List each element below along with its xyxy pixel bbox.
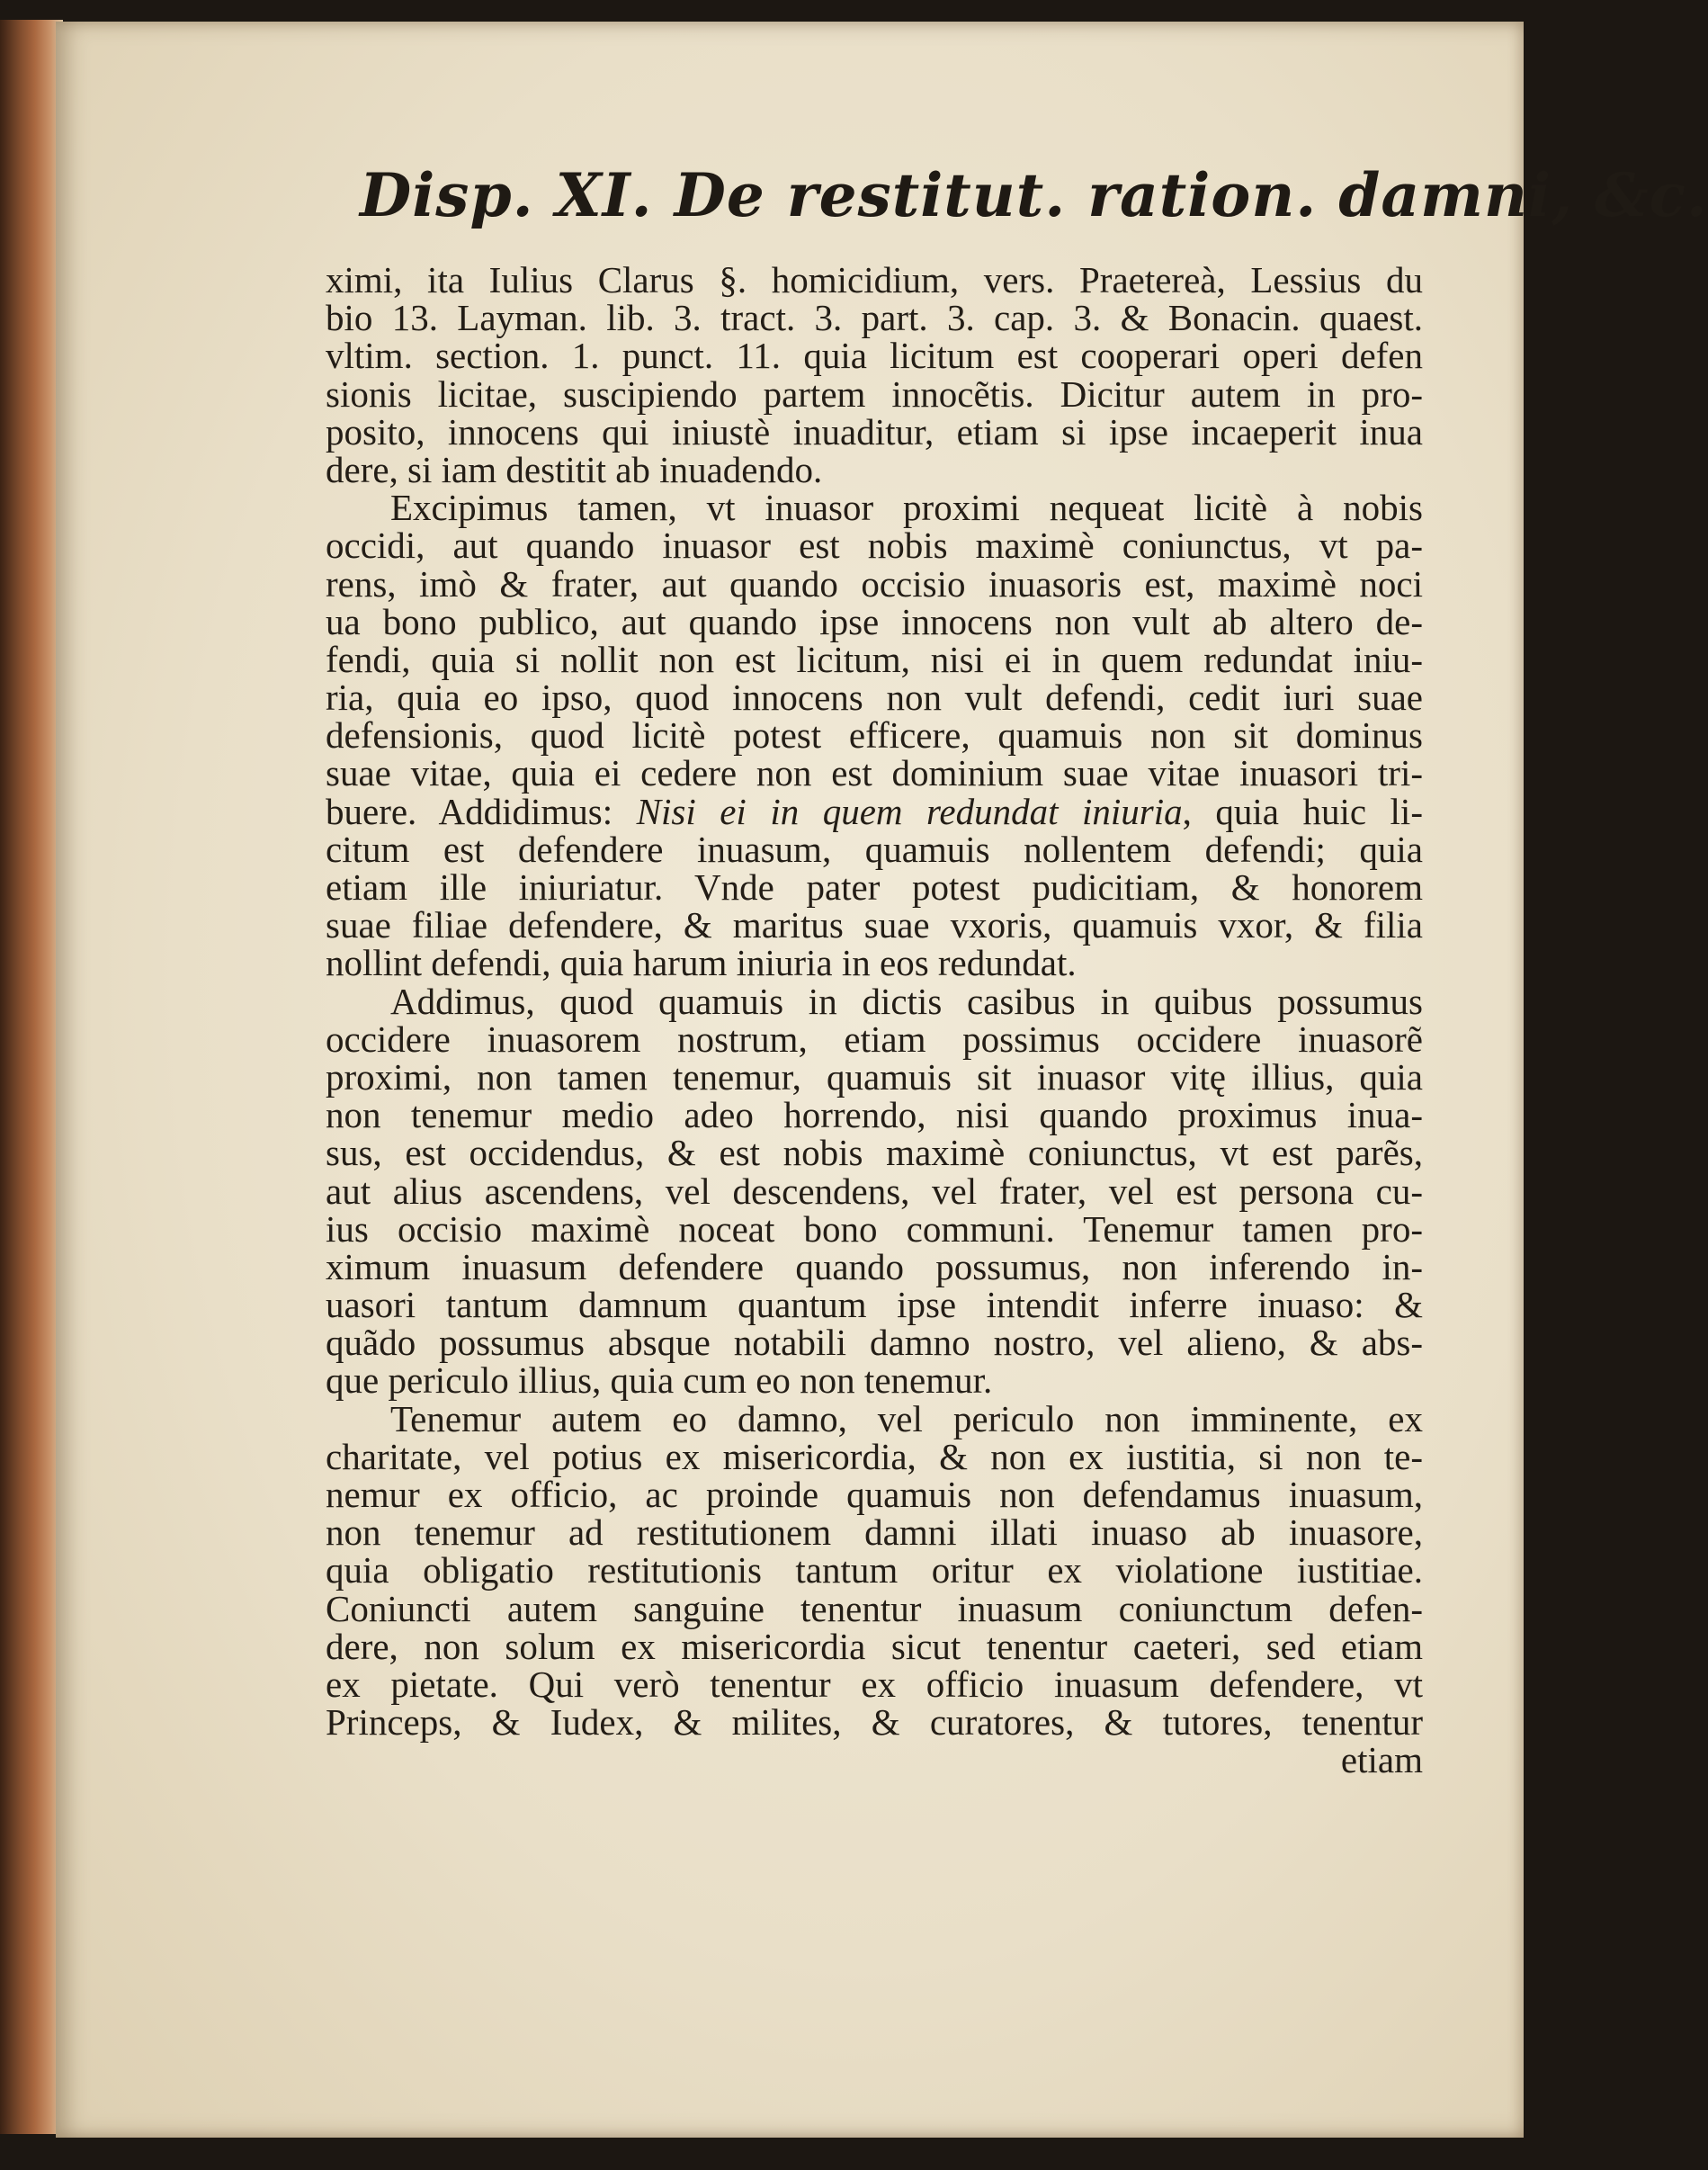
text-line: uasori tantum damnum quantum ipse intendit inferre inuaso: &: [326, 1284, 1423, 1326]
paragraph: [326, 489, 1423, 982]
text-line: non tenemur ad restitutionem damni illati inuaso ab inuasore,: [326, 1511, 1423, 1554]
text-line: ximi, ita Iulius Clarus §. homicidium, vers. Praetereà, Lessius du: [326, 259, 1423, 300]
text-body: [326, 261, 1423, 1780]
text-line: quãdo possumus absque notabili damno nostro, vel alieno, & abs-: [326, 1322, 1423, 1364]
text-line: rens, imò & frater, aut quando occisio inuasoris est, maximè noci: [326, 562, 1423, 605]
text-line: buere. Addidimus: Nisi ei in quem redundat iniuria, quia huic li-: [326, 790, 1423, 832]
text-line: dere, si iam destitit ab inuadendo.: [326, 448, 823, 490]
text-line: charitate, vel potius ex misericordia, & non ex iustitia, si non te-: [326, 1435, 1423, 1477]
paragraph: [326, 982, 1423, 1400]
text-line: sus, est occidendus, & est nobis maximè coniunctus, vt est parẽs,: [326, 1132, 1423, 1174]
text-line: citum est defendere inuasum, quamuis nollentem defendi; quia: [326, 828, 1423, 870]
text-line: nemur ex officio, ac proinde quamuis non defendamus inuasum,: [326, 1474, 1423, 1515]
text-line: suae vitae, quia ei cedere non est dominium suae vitae inuasori tri-: [326, 752, 1423, 794]
text-line: ius occisio maximè noceat bono communi. Tenemur tamen pro-: [326, 1207, 1423, 1250]
text-line: que periculo illius, quia cum eo non tenemur.: [326, 1359, 993, 1402]
text-line: Excipimus tamen, vt inuasor proximi nequeat licitè à nobis: [390, 487, 1423, 529]
text-line: fendi, quia si nollit non est licitum, nisi ei in quem redundat iniu-: [326, 638, 1423, 680]
text-line: quia obligatio restitutionis tantum oritur ex violatione iustitiae.: [326, 1549, 1423, 1592]
text-line: ua bono publico, aut quando ipse innocens non vult ab altero de-: [326, 600, 1423, 642]
text-line: suae filiae defendere, & maritus suae vxoris, quamuis vxor, & filia: [326, 904, 1423, 946]
text-line: Addimus, quod quamuis in dictis casibus in quibus possumus: [390, 980, 1423, 1022]
text-line: bio 13. Layman. lib. 3. tract. 3. part. 3. cap. 3. & Bonacin. quaest.: [326, 297, 1423, 339]
text-line: ex pietate. Qui verò tenentur ex officio inuasum defendere, vt: [326, 1663, 1423, 1705]
text-line: occidi, aut quando inuasor est nobis maximè coniunctus, vt pa-: [326, 525, 1423, 567]
text-line: ria, quia eo ipso, quod innocens non vult defendi, cedit iuri suae: [326, 677, 1423, 719]
text-line: occidere inuasorem nostrum, etiam possimus occidere inuasorẽ: [326, 1018, 1423, 1060]
text-line: non tenemur medio adeo horrendo, nisi quando proximus inua-: [326, 1094, 1423, 1136]
text-line: posito, innocens qui iniustè inuaditur, etiam si ipse incaeperit inua: [326, 410, 1423, 453]
text-line: aut alius ascendens, vel descendens, vel frater, vel est persona cu-: [326, 1170, 1423, 1212]
text-line: dere, non solum ex misericordia sicut tenentur caeteri, sed etiam: [326, 1625, 1423, 1667]
text-line: Coniuncti autem sanguine tenentur inuasum coniunctum defen-: [326, 1587, 1423, 1629]
text-line: sionis licitae, suscipiendo partem innocẽtis. Dicitur autem in pro-: [326, 372, 1423, 415]
paragraph: [326, 1397, 1423, 1744]
text-line: nollint defendi, quia harum iniuria in eos redundat.: [326, 942, 1077, 984]
page-edge-binding: [0, 20, 63, 2134]
text-line: Princeps, & Iudex, & milites, & curatores, & tutores, tenentur: [326, 1701, 1423, 1744]
text-line: vltim. section. 1. punct. 11. quia licitum est cooperari operi defen: [326, 335, 1423, 377]
text-line: defensionis, quod licitè potest efficere, quamuis non sit dominus: [326, 714, 1423, 757]
text-line: etiam ille iniuriatur. Vnde pater potest pudicitiam, & honorem: [326, 866, 1423, 908]
text-line: proximi, non tamen tenemur, quamuis sit inuasor vitę illius, quia: [326, 1055, 1423, 1098]
text-line: Tenemur autem eo damno, vel periculo non imminente, ex: [390, 1397, 1423, 1439]
paragraph: [326, 261, 1423, 489]
text-line: ximum inuasum defendere quando possumus, non inferendo in-: [326, 1245, 1423, 1287]
catchword: etiam: [1340, 1739, 1423, 1781]
running-head: Disp. XI. De restitut. ration. damni, &c.: [360, 160, 1708, 230]
